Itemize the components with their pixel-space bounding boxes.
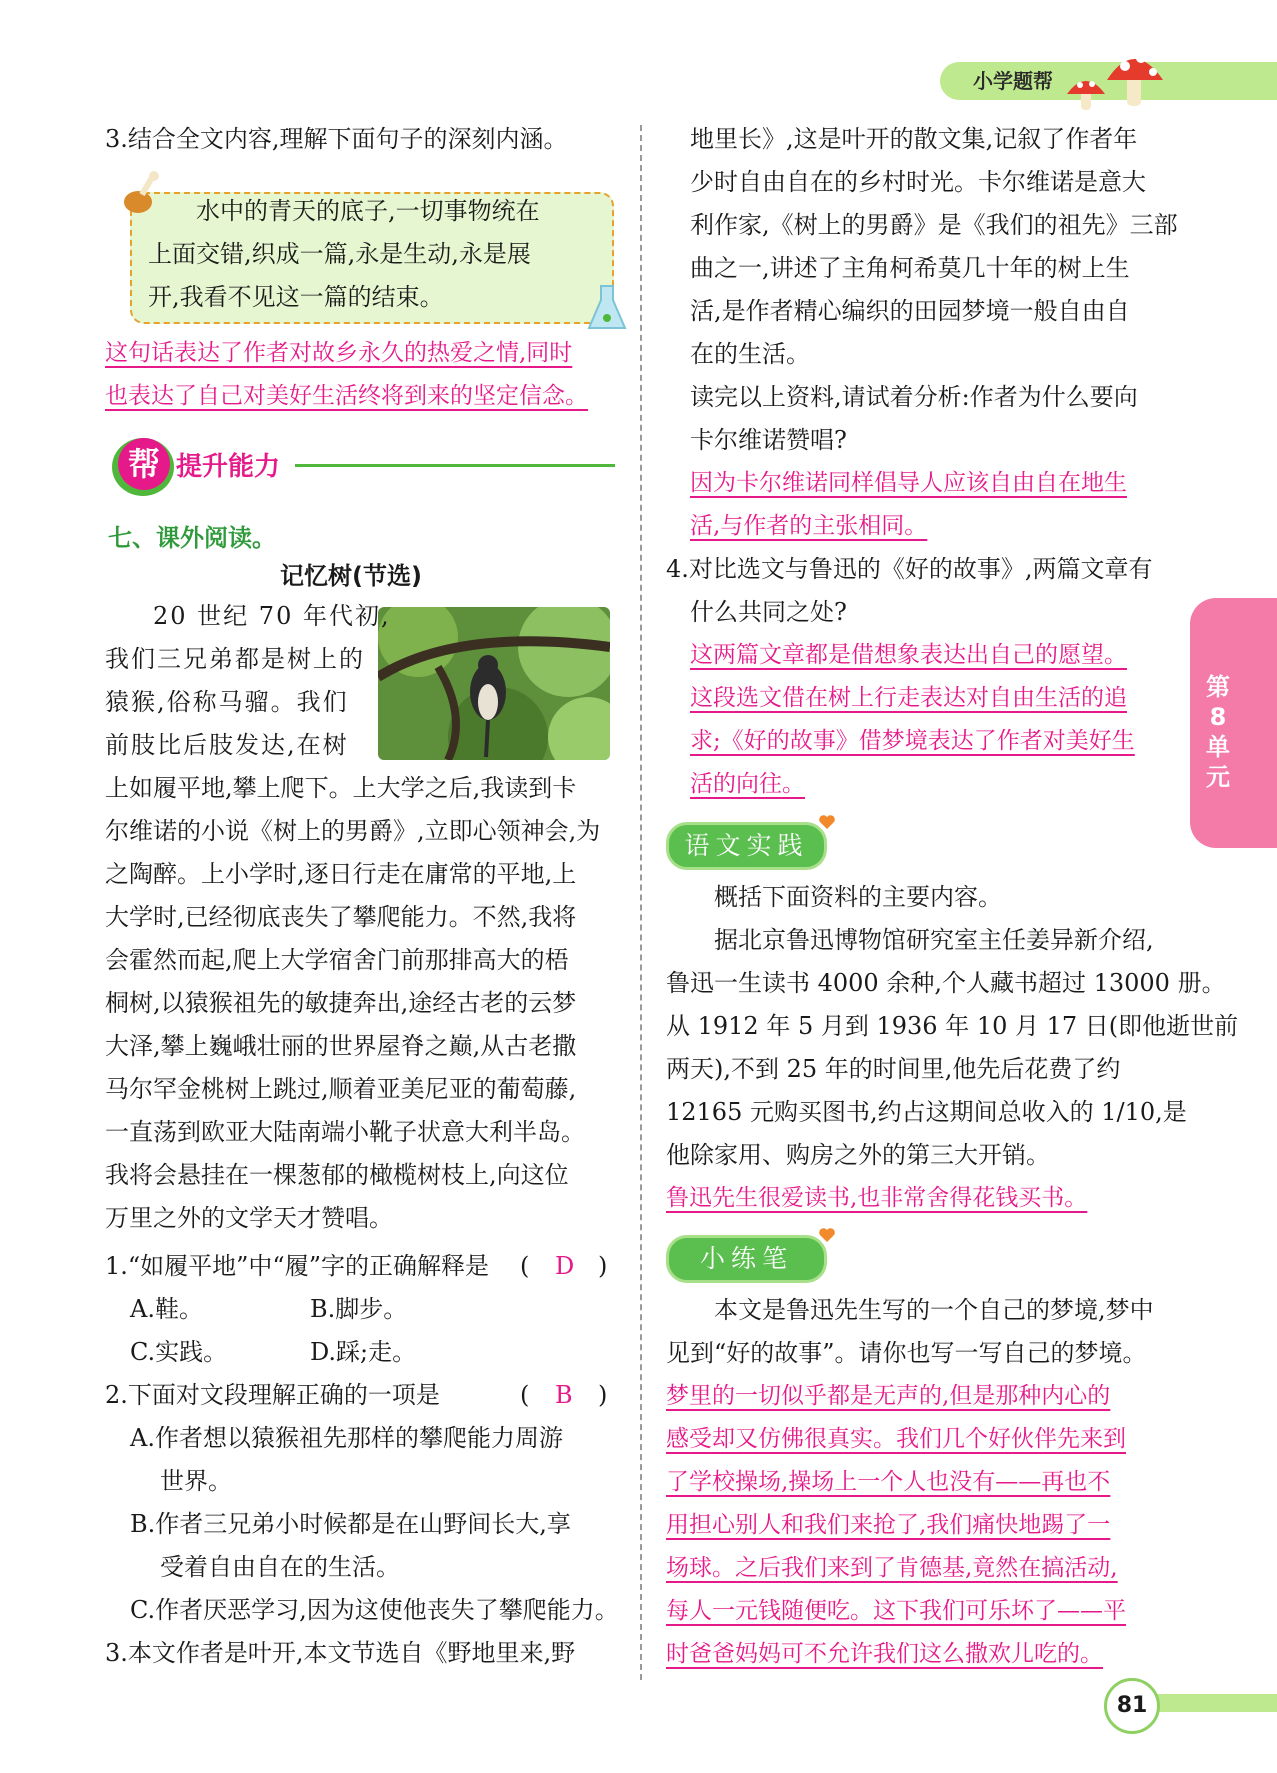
text-line: 本文是鲁迅先生写的一个自己的梦境,梦中 [714, 1296, 1154, 1324]
question-2: 2.下面对文段理解正确的一项是 [105, 1381, 440, 1409]
text-line: 据北京鲁迅博物馆研究室主任姜异新介绍, [714, 926, 1154, 954]
quote-line: 上面交错,织成一篇,永是生动,永是展 [148, 240, 531, 268]
question-4-answer [690, 634, 1180, 806]
q2-answer: B [555, 1381, 573, 1409]
part-heading: 七、课外阅读。 [108, 524, 276, 552]
practice-material [666, 919, 1239, 1177]
text-line: 一直荡到欧亚大陆南端小靴子状意大利半岛。 [105, 1118, 585, 1146]
text-line: 之陶醉。上小学时,逐日行走在庸常的平地,上 [105, 860, 577, 888]
q2-paren-close: ) [598, 1381, 608, 1409]
text-line: 他除家用、购房之外的第三大开销。 [666, 1141, 1050, 1169]
writing-prompt [666, 1289, 1176, 1375]
text-line: 读完以上资料,请试着分析:作者为什么要向 [690, 383, 1138, 411]
text-line: 我们三兄弟都是树上的 [105, 645, 365, 673]
section-rule [295, 464, 615, 467]
text-line: 卡尔维诺赞唱? [690, 426, 847, 454]
q1-option: B.脚步。 [310, 1295, 408, 1323]
text-line: 少时自由自在的乡村时光。卡尔维诺是意大 [690, 168, 1146, 196]
text-line: 万里之外的文学天才赞唱。 [105, 1204, 393, 1232]
answer-line: 场球。之后我们来到了肯德基,竟然在搞活动, [666, 1555, 1118, 1581]
writing-answer [666, 1375, 1176, 1676]
question-3-answer [105, 332, 615, 418]
q2-option: B.作者三兄弟小时候都是在山野间长大,享 [130, 1510, 571, 1538]
unit-tab-char: 元 [1206, 763, 1230, 791]
text-line: 什么共同之处? [690, 598, 847, 626]
answer-line: 了学校操场,操场上一个人也没有——再也不 [666, 1469, 1111, 1495]
text-line: 20 世纪 70 年代初, [153, 602, 391, 630]
answer-line: 这两篇文章都是借想象表达出自己的愿望。 [690, 642, 1127, 668]
question-3b-answer [690, 462, 1180, 548]
q2-option: C.作者厌恶学习,因为这使他丧失了攀爬能力。 [130, 1596, 619, 1624]
section-title: 提升能力 [176, 452, 281, 482]
text-line: 在的生活。 [690, 340, 810, 368]
article-title: 记忆树(节选) [280, 562, 422, 590]
q2-paren-open: ( [520, 1381, 530, 1409]
column-divider [640, 125, 642, 1680]
q1-option: D.踩;走。 [310, 1338, 417, 1366]
unit-tab-number: 8 [1209, 703, 1227, 731]
text-line: 从 1912 年 5 月到 1936 年 10 月 17 日(即他逝世前 [666, 1012, 1239, 1040]
answer-line: 活的向往。 [690, 771, 805, 797]
answer-line: 感受却又仿佛很真实。我们几个好伙伴先来到 [666, 1426, 1126, 1452]
page-number: 81 [1104, 1678, 1160, 1734]
answer-line: 每人一元钱随便吃。这下我们可乐坏了——平 [666, 1598, 1126, 1624]
practice-intro: 概括下面资料的主要内容。 [714, 883, 1002, 911]
q2-option-cont: 受着自由自在的生活。 [160, 1553, 400, 1581]
text-line: 前肢比后肢发达,在树 [105, 731, 349, 759]
q2-option-cont: 世界。 [160, 1467, 232, 1495]
answer-line: 这句话表达了作者对故乡永久的热爱之情,同时 [105, 340, 573, 366]
unit-tab-label [1203, 672, 1233, 792]
text-line: 两天),不到 25 年的时间里,他先后花费了约 [666, 1055, 1121, 1083]
mushroom-icon [1065, 40, 1175, 114]
q2-option: A.作者想以猿猴祖先那样的攀爬能力周游 [130, 1424, 563, 1452]
text-line: 尔维诺的小说《树上的男爵》,立即心领神会,为 [105, 817, 601, 845]
question-1: 1.“如履平地”中“履”字的正确解释是 [105, 1252, 489, 1280]
text-line: 见到“好的故事”。请你也写一写自己的梦境。 [666, 1339, 1147, 1367]
answer-line: 这段选文借在树上行走表达对自由生活的追 [690, 685, 1127, 711]
text-line: 马尔罕金桃树上跳过,顺着亚美尼亚的葡萄藤, [105, 1075, 577, 1103]
answer-line: 时爸爸妈妈可不允许我们这么撒欢儿吃的。 [666, 1641, 1103, 1667]
text-line: 大学时,已经彻底丧失了攀爬能力。不然,我将 [105, 903, 577, 931]
q1-answer: D [555, 1252, 575, 1280]
unit-tab-char: 单 [1206, 733, 1230, 761]
q2-options [130, 1417, 619, 1632]
quote-text [148, 190, 606, 319]
writing-label: 小练笔 [666, 1235, 827, 1283]
answer-line: 用担心别人和我们来抢了,我们痛快地踢了一 [666, 1512, 1111, 1538]
answer-line: 活,与作者的主张相同。 [690, 513, 928, 539]
question-3b: 3.本文作者是叶开,本文节选自《野地里来,野 [105, 1639, 576, 1667]
question-4 [666, 548, 1176, 634]
quote-line: 水中的青天的底子,一切事物统在 [196, 197, 540, 225]
quote-line: 开,我看不见这一篇的结束。 [148, 283, 444, 311]
text-line: 我将会悬挂在一棵葱郁的橄榄树枝上,向这位 [105, 1161, 569, 1189]
text-line: 大泽,攀上巍峨壮丽的世界屋脊之巅,从古老撒 [105, 1032, 577, 1060]
q1-paren-open: ( [520, 1252, 530, 1280]
answer-line: 梦里的一切似乎都是无声的,但是那种内心的 [666, 1383, 1111, 1409]
question-3b-continued [690, 118, 1180, 462]
heart-icon [818, 814, 836, 830]
practice-answer [666, 1177, 1087, 1220]
heart-icon [818, 1227, 836, 1243]
article-paragraph-body [105, 767, 615, 1240]
text-line: 12165 元购买图书,约占这期间总收入的 1/10,是 [666, 1098, 1187, 1126]
question-3-title: 3.结合全文内容,理解下面句子的深刻内涵。 [105, 125, 568, 153]
q1-option: C.实践。 [130, 1338, 228, 1366]
article-paragraph-top [105, 595, 391, 767]
monkey-photo [378, 607, 610, 760]
q1-paren-close: ) [598, 1252, 608, 1280]
brand-label: 小学题帮 [973, 69, 1053, 93]
answer-line: 求;《好的故事》借梦境表达了作者对美好生 [690, 728, 1135, 754]
text-line: 曲之一,讲述了主角柯希莫几十年的树上生 [690, 254, 1130, 282]
text-line: 会霍然而起,爬上大学宿舍门前那排高大的梧 [105, 946, 569, 974]
text-line: 鲁迅一生读书 4000 余种,个人藏书超过 13000 册。 [666, 969, 1226, 997]
text-line: 上如履平地,攀上爬下。上大学之后,我读到卡 [105, 774, 577, 802]
text-line: 利作家,《树上的男爵》是《我们的祖先》三部 [690, 211, 1178, 239]
text-line: 猿猴,俗称马骝。我们 [105, 688, 349, 716]
text-line: 活,是作者精心编织的田园梦境一般自由自 [690, 297, 1130, 325]
text-line: 桐树,以猿猴祖先的敏捷奔出,途经古老的云梦 [105, 989, 577, 1017]
answer-line: 鲁迅先生很爱读书,也非常舍得花钱买书。 [666, 1185, 1088, 1211]
q1-option: A.鞋。 [130, 1295, 203, 1323]
text-line: 地里长》,这是叶开的散文集,记叙了作者年 [690, 125, 1138, 153]
answer-line: 也表达了自己对美好生活终将到来的坚定信念。 [105, 383, 588, 409]
practice-label: 语文实践 [666, 822, 827, 870]
answer-line: 因为卡尔维诺同样倡导人应该自由自在地生 [690, 470, 1127, 496]
section-badge: 帮 [118, 438, 170, 490]
text-line: 4.对比选文与鲁迅的《好的故事》,两篇文章有 [666, 555, 1153, 583]
unit-tab-char: 第 [1206, 673, 1230, 701]
